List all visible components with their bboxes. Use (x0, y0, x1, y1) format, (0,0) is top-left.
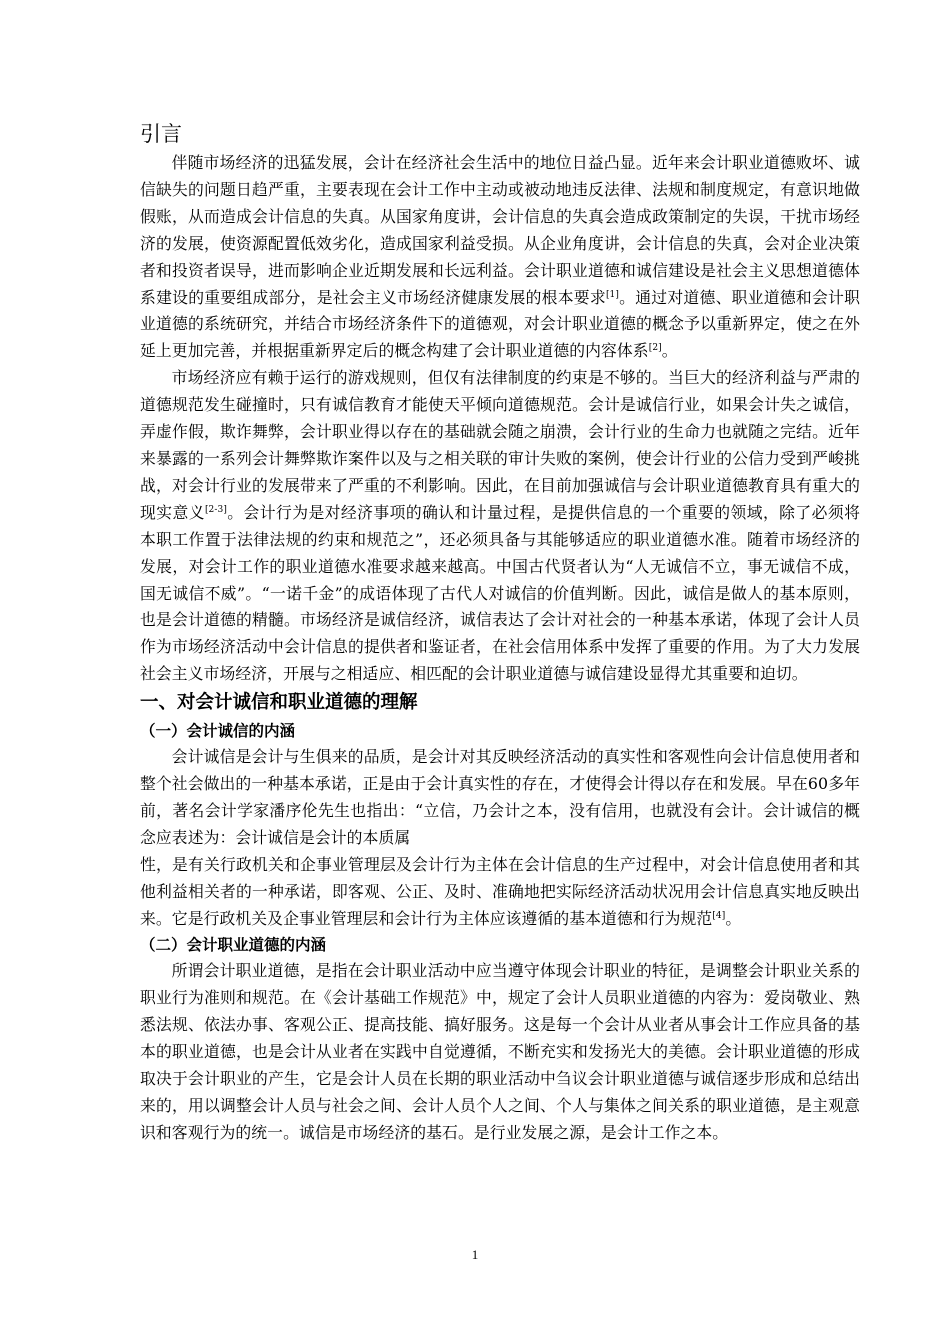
subsection-1-paragraph-2 (140, 852, 860, 933)
subsection-2-heading: （二）会计职业道德的内涵 (140, 935, 327, 955)
intro-heading: 引言 (140, 122, 182, 146)
intro-p1-text-c: 。 (661, 341, 678, 361)
citation-2: [2] (648, 343, 662, 354)
section-1-heading: 一、对会计诚信和职业道德的理解 (140, 692, 418, 714)
intro-p2-text-b: 。会计行为是对经济事项的确认和计量过程，是提供信息的一个重要的领域，除了必须将本职工作置于法律法规的约束和规范之”，还必须具备与其能够适应的职业道德水准。随着市场经济的发展，对会计工作的职业道德水准要求越来越高。中国古代贤者认为“人无诚信不立，事无诚信不成，国无诚信不威”。“一诺千金”的成语体现了古代人对诚信的价值判断。因此，诚信是做人的基本原则，也是会计道德的精髓。市场经济是诚信经济，诚信表达了会计对社会的一种基本承诺，体现了会计人员作为市场经济活动中会计信息的提供者和鉴证者，在社会信用体系中发挥了重要的作用。为了大力发展社会主义市场经济，开展与之相适应、相匹配的会计职业道德与诚信建设显得尤其重要和迫切。 (140, 502, 860, 684)
subsection-2-paragraph-1: 所谓会计职业道德，是指在会计职业活动中应当遵守体现会计职业的特征，是调整会计职业关系的职业行为准则和规范。在《会计基础工作规范》中，规定了会计人员职业道德的内容为：爱岗敬业、熟悉法规、依法办事、客观公正、提高技能、搞好服务。这是每一个会计从业者从事会计工作应具备的基本的职业道德，也是会计从业者在实践中自觉遵循，不断充实和发扬光大的美德。会计职业道德的形成取决于会计职业的产生，它是会计人员在长期的职业活动中刍议会计职业道德与诚信逐步形成和总结出来的，用以调整会计人员与社会之间、会计人员个人之间、个人与集体之间关系的职业道德，是主观意识和客观行为的统一。诚信是市场经济的基石。是行业发展之源，是会计工作之本。 (140, 961, 860, 1142)
subsection-1-paragraph-1: 会计诚信是会计与生俱来的品质，是会计对其反映经济活动的真实性和客观性向会计信息使用者和整个社会做出的一种基本承诺，正是由于会计真实性的存在，才使得会计得以存在和发展。早在60多年前，著名会计学家潘序伦先生也指出：“立信，乃会计之本，没有信用，也就没有会计。会计诚信的概念应表述为：会计诚信是会计的本质属 (140, 747, 860, 847)
intro-p1-text-a: 伴随市场经济的迅猛发展，会计在经济社会生活中的地位日益凸显。近年来会计职业道德败坏、诚信缺失的问题日趋严重，主要表现在会计工作中主动或被动地违反法律、法规和制度规定，有意识地做假账，从而造成会计信息的失真。从国家角度讲，会计信息的失真会造成政策制定的失误，干扰市场经济的发展，使资源配置低效劣化，造成国家利益受损。从企业角度讲，会计信息的失真，会对企业决策者和投资者误导，进而影响企业近期发展和长远利益。会计职业道德和诚信建设是社会主义思想道德体系建设的重要组成部分，是社会主义市场经济健康发展的根本要求 (140, 153, 860, 307)
subsection-1-heading: （一）会计诚信的内涵 (140, 721, 296, 741)
citation-1: [1] (605, 289, 619, 300)
intro-p1-text-b: 。通过对道德、职业道德和会计职业道德的系统研究，并结合市场经济条件下的道德观，对会计职业道德的概念予以重新界定，使之在外延上更加完善，并根据重新界定后的概念构建了会计职业道德的内容体系 (140, 287, 860, 361)
intro-p2-text-a: 市场经济应有赖于运行的游戏规则，但仅有法律制度的约束是不够的。当巨大的经济利益与严肃的道德规范发生碰撞时，只有诚信教育才能使天平倾向道德规范。会计是诚信行业，如果会计失之诚信，弄虚作假，欺诈舞弊，会计职业得以存在的基础就会随之崩溃，会计行业的生命力也就随之完结。近年来暴露的一系列会计舞弊欺诈案件以及与之相关联的审计失败的案例，使会计行业的公信力受到严峻挑战，对会计行业的发展带来了严重的不利影响。因此，在目前加强诚信与会计职业道德教育具有重大的现实意义 (140, 368, 860, 522)
sub1-p2-text: 性，是有关行政机关和企事业管理层及会计行为主体在会计信息的生产过程中，对会计信息使用者和其他利益相关者的一种承诺，即客观、公正、及时、准确地把实际经济活动状况用会计信息真实地反映出来。它是行政机关及企事业管理层和会计行为主体应该遵循的基本道德和行为规范 (140, 854, 860, 928)
citation-4: [4] (712, 910, 726, 921)
page-number: 1 (471, 1247, 479, 1262)
document-body (140, 118, 860, 1147)
intro-paragraph-2 (140, 365, 860, 688)
citation-2-3: [2-3] (204, 504, 227, 515)
intro-paragraph-1 (140, 150, 860, 365)
sub1-p2-end: 。 (725, 908, 742, 928)
